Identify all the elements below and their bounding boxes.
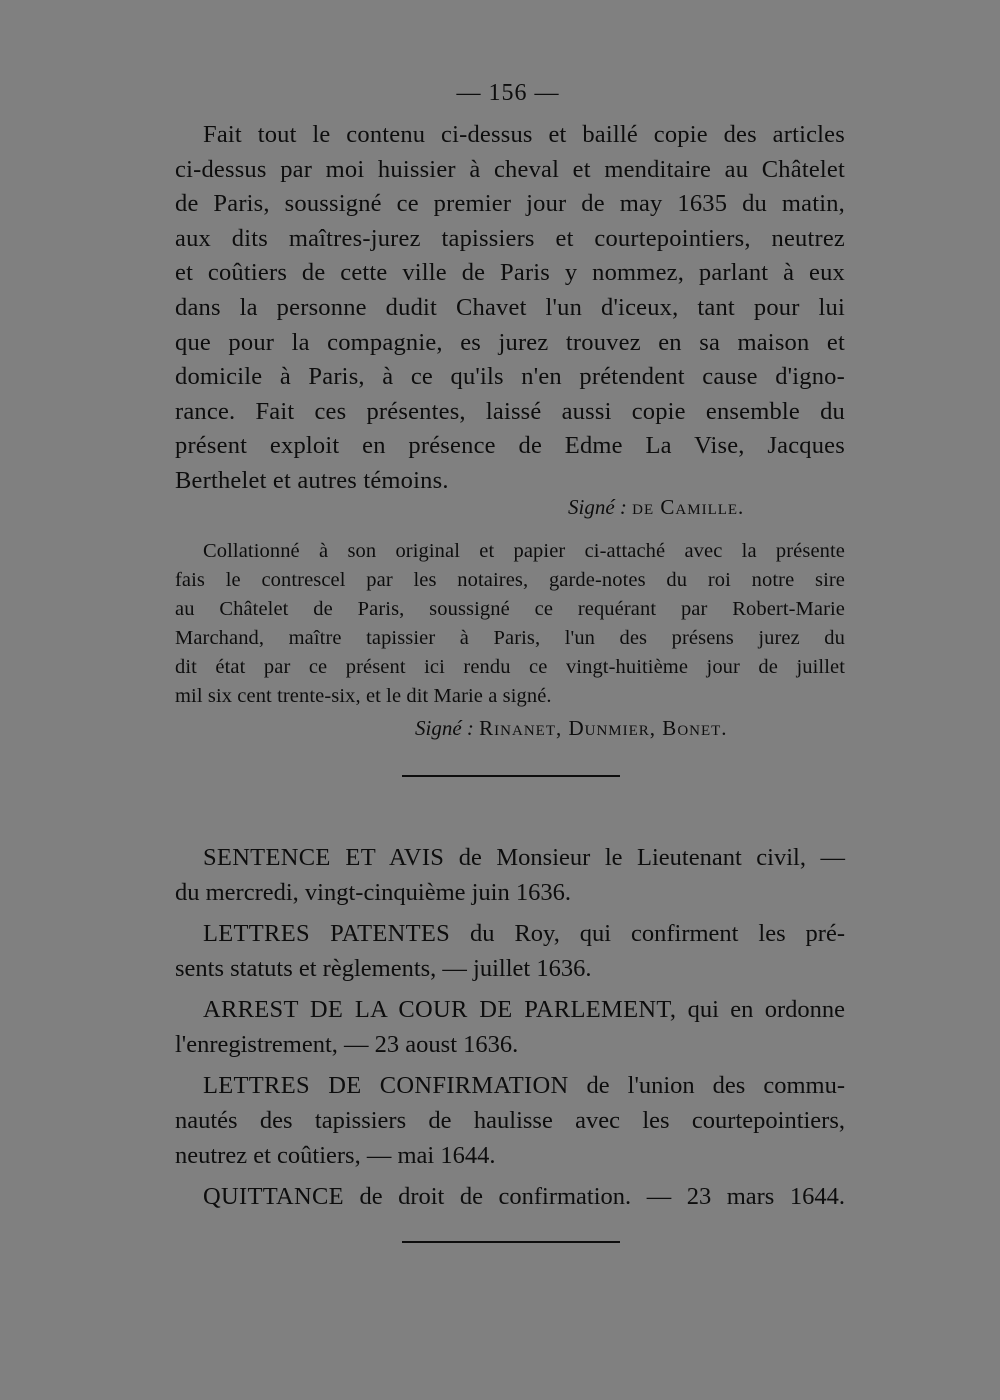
entry-title: SENTENCE ET AVIS xyxy=(203,844,445,871)
entry-text: de droit de confirmation. — 23 mars 1644. xyxy=(343,1183,845,1210)
paragraph-exploit xyxy=(175,118,845,499)
text-line: mil six cent trente-six, et le dit Marie a signé. xyxy=(175,685,552,707)
signature-names: de Camille. xyxy=(632,495,745,519)
text-line: Fait tout le contenu ci-dessus et baillé copie des articles xyxy=(203,121,845,148)
text-line xyxy=(175,1179,845,1214)
entry-text: du Roy, qui confirment les pré- xyxy=(450,920,846,947)
text-line: sents statuts et règlements, — juillet 1636. xyxy=(175,955,592,982)
text-line: présent exploit en présence de Edme La Vise, Jacques xyxy=(175,432,845,460)
section-divider xyxy=(402,1241,620,1243)
entry-text: de l'union des commu- xyxy=(568,1072,845,1099)
text-line: du mercredi, vingt-cinquième juin 1636. xyxy=(175,879,571,906)
text-line: l'enregistrement, — 23 aoust 1636. xyxy=(175,1031,519,1058)
text-line: domicile à Paris, à ce qu'ils n'en prétendent cause d'igno- xyxy=(175,363,845,391)
text-line xyxy=(175,916,845,951)
entry-title: QUITTANCE xyxy=(203,1183,344,1210)
text-line: dit état par ce présent ici rendu ce vingt-huitième jour de juillet xyxy=(175,656,845,678)
entry-text: de Monsieur le Lieutenant civil, — xyxy=(444,844,845,871)
text-line: de Paris, soussigné ce premier jour de may 1635 du matin, xyxy=(175,190,845,218)
document-list xyxy=(175,840,845,1220)
signature-label: Signé : xyxy=(568,495,627,519)
section-divider xyxy=(402,775,620,777)
text-line: neutrez et coûtiers, — mai 1644. xyxy=(175,1142,496,1169)
entry-title: LETTRES DE CONFIRMATION xyxy=(203,1072,569,1099)
text-line: Marchand, maître tapissier à Paris, l'un des présens jurez du xyxy=(175,627,845,649)
signature-camille xyxy=(568,495,744,520)
text-line: ci-dessus par moi huissier à cheval et menditaire au Châtelet xyxy=(175,155,845,183)
list-entry xyxy=(175,840,845,910)
text-line: fais le contrescel par les notaires, garde-notes du roi notre sire xyxy=(175,569,845,591)
list-entry xyxy=(175,1068,845,1173)
signature-notaires xyxy=(415,716,728,741)
paragraph-collation xyxy=(175,537,845,711)
text-line xyxy=(175,840,845,875)
signature-label: Signé : xyxy=(415,716,474,740)
list-entry xyxy=(175,992,845,1062)
text-line: aux dits maîtres-jurez tapissiers et courtepointiers, neutrez xyxy=(175,224,845,252)
text-line: au Châtelet de Paris, soussigné ce requérant par Robert-Marie xyxy=(175,598,845,620)
page-number: — 156 — xyxy=(456,80,560,106)
text-line: rance. Fait ces présentes, laissé aussi copie ensemble du xyxy=(175,397,845,425)
text-line: nautés des tapissiers de haulisse avec les courtepointiers, xyxy=(175,1107,845,1134)
text-line xyxy=(175,1068,845,1103)
list-entry xyxy=(175,1179,845,1214)
text-line xyxy=(175,992,845,1027)
text-line: et coûtiers de cette ville de Paris y nommez, parlant à eux xyxy=(175,259,845,287)
text-line: Collationné à son original et papier ci-attaché avec la présente xyxy=(203,540,845,562)
list-entry xyxy=(175,916,845,986)
entry-text: qui en ordonne xyxy=(676,996,845,1023)
signature-names: Rinanet, Dunmier, Bonet. xyxy=(479,716,728,740)
text-line: que pour la compagnie, es jurez trouvez en sa maison et xyxy=(175,328,845,356)
entry-title: ARREST DE LA COUR DE PARLEMENT, xyxy=(203,996,677,1023)
text-line: Berthelet et autres témoins. xyxy=(175,466,449,494)
text-line: dans la personne dudit Chavet l'un d'iceux, tant pour lui xyxy=(175,293,845,321)
entry-title: LETTRES PATENTES xyxy=(203,920,451,947)
